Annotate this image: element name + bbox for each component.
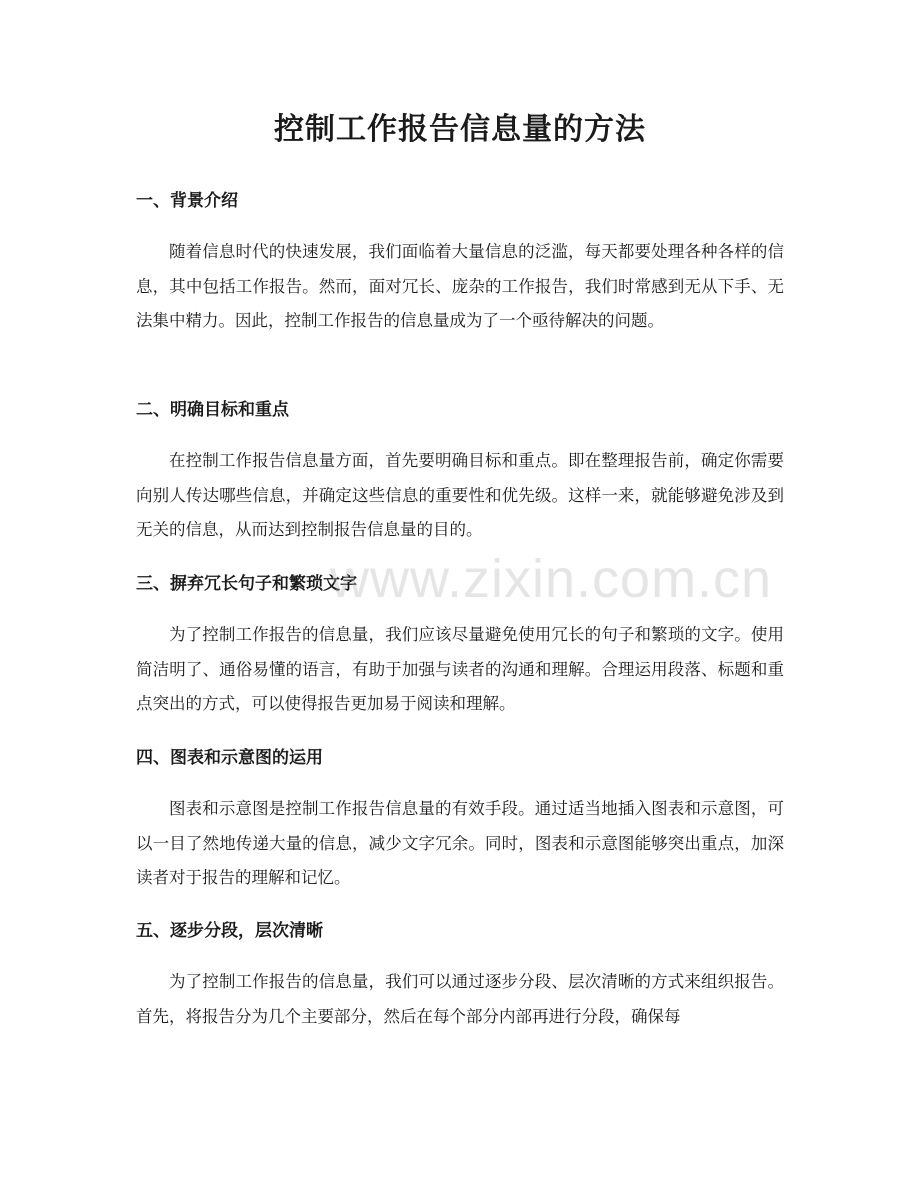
section-body-charts: 图表和示意图是控制工作报告信息量的有效手段。通过适当地插入图表和示意图，可以一目了然地传递大量的信息，减少文字冗余。同时，图表和示意图能够突出重点，加深读者对于报告的理解和记忆。 (136, 799, 784, 887)
section-body-structure: 为了控制工作报告的信息量，我们可以通过逐步分段、层次清晰的方式来组织报告。首先，将报告分为几个主要部分，然后在每个部分内部再进行分段，确保每 (136, 972, 784, 1026)
section-heading-concise: 三、摒弃冗长句子和繁琐文字 (136, 574, 357, 594)
section-heading-structure: 五、逐步分段，层次清晰 (136, 921, 323, 941)
watermark-text: www.zixin.com.cn (330, 549, 773, 609)
section-body-goals: 在控制工作报告信息量方面，首先要明确目标和重点。即在整理报告前，确定你需要向别人传达哪些信息，并确定这些信息的重要性和优先级。这样一来，就能够避免涉及到无关的信息，从而达到控制报告信息量的目的。 (136, 451, 784, 539)
section-heading-charts: 四、图表和示意图的运用 (136, 748, 323, 768)
section-body-background: 随着信息时代的快速发展，我们面临着大量信息的泛滥，每天都要处理各种各样的信息，其中包括工作报告。然而，面对冗长、庞杂的工作报告，我们时常感到无从下手、无法集中精力。因此，控制工作报告的信息量成为了一个亟待解决的问题。 (136, 242, 784, 330)
section-heading-background: 一、背景介绍 (136, 191, 238, 211)
document-title: 控制工作报告信息量的方法 (274, 112, 646, 147)
section-body-concise: 为了控制工作报告的信息量，我们应该尽量避免使用冗长的句子和繁琐的文字。使用简洁明了、通俗易懂的语言，有助于加强与读者的沟通和理解。合理运用段落、标题和重点突出的方式，可以使得报告更加易于阅读和理解。 (136, 625, 784, 713)
section-heading-goals: 二、明确目标和重点 (136, 400, 289, 420)
